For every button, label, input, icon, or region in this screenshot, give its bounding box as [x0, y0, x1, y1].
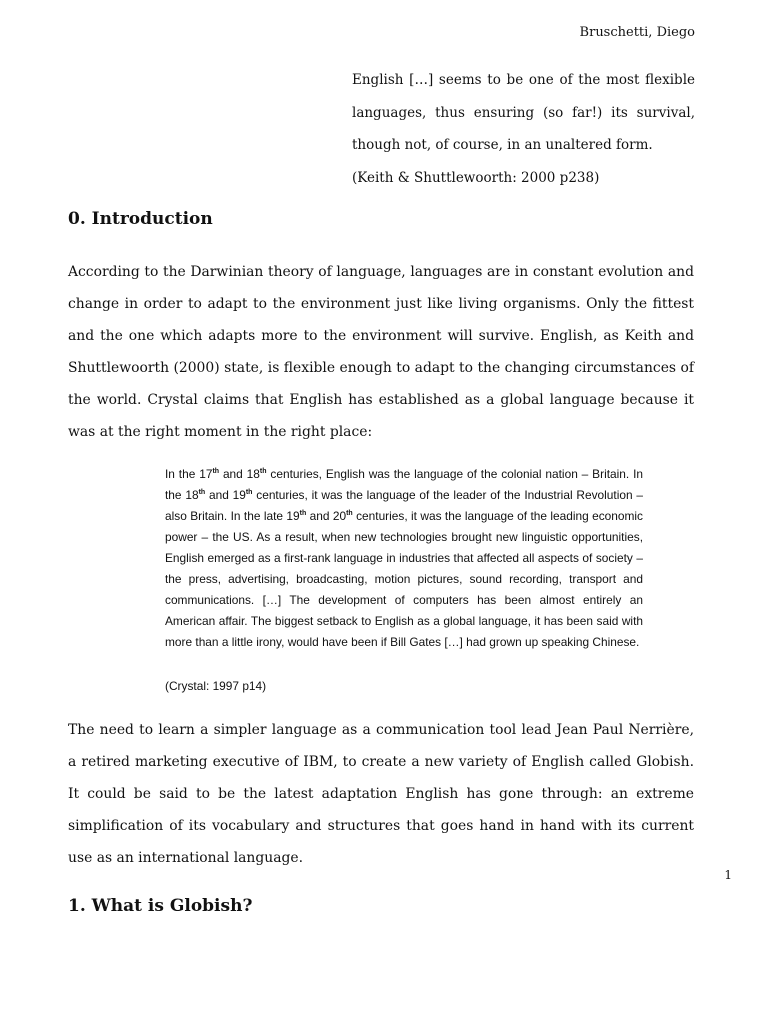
ordinal-suffix: th	[259, 468, 267, 476]
quote-text: In the 17	[165, 467, 213, 481]
ordinal-suffix: th	[245, 489, 253, 497]
epigraph-citation: (Keith & Shuttlewoorth: 2000 p238)	[352, 169, 600, 186]
block-quote-source: (Crystal: 1997 p14)	[165, 679, 267, 693]
intro-paragraph: According to the Darwinian theory of language, languages are in constant evolution and change in order to adapt to the environment just like living organisms. Only the fittest and the one which adapts more to the environment will survive. English, as Keith and Shuttlewoorth (2000) state, is flexible enough to adapt to the changing circumstances of the world. Crystal claims that English has established as a global language because it was at the right moment in the right place:	[68, 264, 694, 440]
epigraph	[352, 64, 695, 194]
globish-paragraph: The need to learn a simpler language as a communication tool lead Jean Paul Nerrière, a retired marketing executive of IBM, to create a new variety of English called Globish. It could be said to be the latest adaptation English has gone through: an extreme simplification of its vocabulary and structures that goes hand in hand with its current use as an international language.	[68, 722, 694, 866]
quote-text: centuries, it was the language of the leading economic power – the US. As a result, when new technologies brought new linguistic opportunities, English emerged as a first-rank language in industries that affected all aspects of society – the press, advertising, broadcasting, motion pictures, sound recording, transport and communications. […] The development of computers has been almost entirely an American affair. The biggest setback to English as a global language, it has been said with more than a little irony, would have been if Bill Gates […] had grown up speaking Chinese.	[165, 509, 643, 649]
block-quote	[165, 464, 643, 653]
quote-text: and 19	[205, 488, 246, 502]
quote-text: and 20	[306, 509, 347, 523]
ordinal-suffix: th	[198, 489, 206, 497]
ordinal-suffix: th	[212, 468, 220, 476]
quote-text: centuries, it was the language of the leader of the Industrial Revolution – also Britain. In the late 19	[165, 488, 643, 523]
page-number: 1	[724, 868, 732, 882]
quote-text: centuries, English was the language of the colonial nation – Britain. In the 18	[165, 467, 643, 502]
ordinal-suffix: th	[299, 510, 307, 518]
section-heading-introduction: 0. Introduction	[68, 209, 213, 229]
header-author: Bruschetti, Diego	[579, 25, 695, 40]
section-heading-globish: 1. What is Globish?	[68, 896, 253, 916]
quote-text: and 18	[219, 467, 260, 481]
epigraph-text: English […] seems to be one of the most flexible languages, thus ensuring (so far!) its survival, though not, of course, in an unaltered form.	[352, 72, 695, 153]
ordinal-suffix: th	[346, 510, 353, 518]
